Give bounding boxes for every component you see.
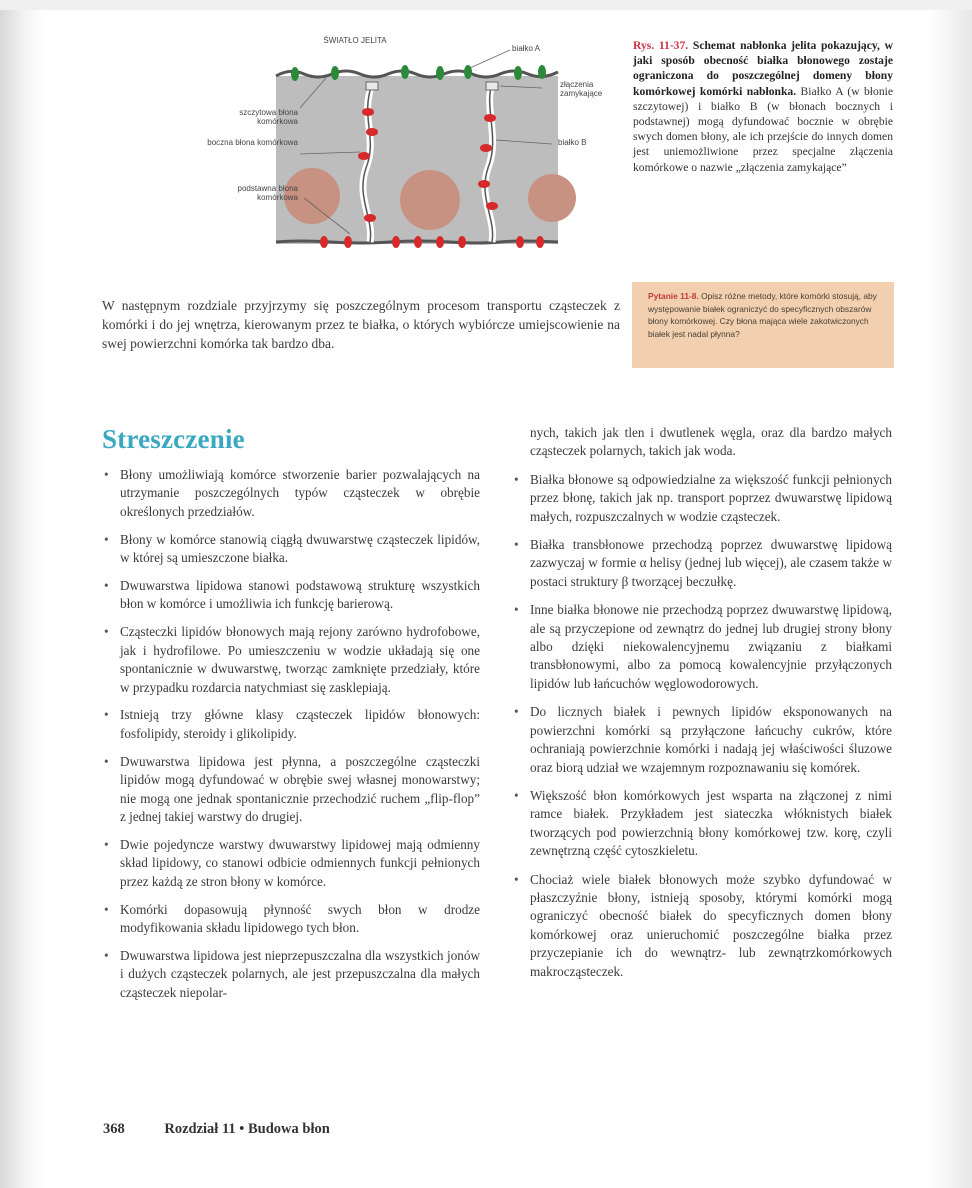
intro-paragraph: W następnym rozdziale przyjrzymy się poszczególnym procesom transportu cząsteczek z komórki i do jej wnętrza, kierowanym przez te białka, o których wybiórcze umiejscowienie na swej powierzchni komórka tak bardzo dba.	[102, 298, 620, 351]
protein-b	[516, 236, 524, 248]
list-item: • Błony umożliwiają komórce stworzenie barier pozwalających na utrzymanie poszczególnych typów cząsteczek w obrębie określonych przedziałów.	[100, 466, 480, 521]
continuation-text: nych, takich jak tlen i dwutlenek węgla, oraz dla bardzo małych cząsteczek polarnych, takich jak woda.	[530, 425, 892, 459]
summary-right-list	[510, 471, 892, 981]
protein-a	[514, 66, 522, 80]
figure-label-protein-a: białko A	[512, 44, 541, 53]
protein-b	[536, 236, 544, 248]
caption-number: Rys. 11-37.	[633, 39, 689, 52]
protein-a	[401, 65, 409, 79]
summary-left-list	[100, 466, 480, 1002]
tight-junction	[486, 82, 498, 90]
list-item: • Dwuwarstwa lipidowa jest płynna, a poszczególne cząsteczki lipidów mogą dyfundować w obrębie swej własnej monowarstwy; nie mogą one jednak spontanicznie przechodzić ruchem „flip-flop” z jednej takiej warstwy do drugiej.	[100, 753, 480, 827]
epithelium-figure	[200, 28, 630, 258]
figure-label-top: ŚWIATŁO JELITA	[323, 36, 387, 45]
figure-label-lateral: boczna błona komórkowa	[207, 138, 298, 147]
protein-b	[366, 128, 378, 136]
protein-b	[486, 202, 498, 210]
summary-right-column	[510, 424, 892, 981]
list-item: • Dwuwarstwa lipidowa jest nieprzepuszczalna dla wszystkich jonów i dużych cząsteczek polarnych, ale jest przepuszczalna dla małych cząsteczek niepolar-	[100, 947, 480, 1002]
protein-b	[362, 108, 374, 116]
page-number: 368	[103, 1121, 125, 1137]
list-item: • Komórki dopasowują płynność swych błon w drodze modyfikowania składu lipidowego tych błon.	[100, 901, 480, 938]
protein-a	[331, 66, 339, 80]
protein-b	[436, 236, 444, 248]
protein-b	[458, 236, 466, 248]
list-item: • Białka transbłonowe przechodzą poprzez dwuwarstwę lipidową zazwyczaj w formie α helisy (jednej lub więcej), ale czasem także w postaci struktury β tworzącej beczułkę.	[510, 536, 892, 591]
question-text: Opisz różne metody, które komórki stosują, aby występowanie białek ograniczyć do specyficznych obszarów błony komórkowej. Czy błona mająca wiele zakotwiczonych białek jest nadal płynna?	[648, 291, 877, 339]
figure-label-junction: złączenia zamykające	[560, 80, 603, 98]
summary-title: Streszczenie	[102, 424, 245, 454]
list-item: • Inne białka błonowe nie przechodzą poprzez dwuwarstwę lipidową, ale są przyczepione od zewnątrz do jednej lub drugiej strony błony albo dzięki niekowalencyjnemu związaniu z białkami transbłonowymi, albo za pomocą kowalencyjnie przyłączonych lipidów lub łańcuchów węglowodorowych.	[510, 601, 892, 693]
list-item: • Cząsteczki lipidów błonowych mają rejony zarówno hydrofobowe, jak i hydrofilowe. Po umieszczeniu w wodzie układają się one spontanicznie w dwuwarstwę, tworząc zamknięte przedziały, które w przypadku rozdarcia natychmiast się zasklepiają.	[100, 623, 480, 697]
protein-b	[320, 236, 328, 248]
protein-a	[464, 65, 472, 79]
question-box	[632, 282, 894, 368]
figure-label-basal: podstawna błona komórkowa	[237, 184, 298, 202]
list-item: • Białka błonowe są odpowiedzialne za większość funkcji pełnionych przez błonę, takich jak np. transport poprzez dwuwarstwę lipidową małych, rozpuszczalnych w wodzie cząsteczek.	[510, 471, 892, 526]
summary-left-column	[100, 466, 480, 1012]
protein-b	[358, 152, 370, 160]
protein-b	[344, 236, 352, 248]
tight-junction	[366, 82, 378, 90]
list-item: • Chociaż wiele białek błonowych może szybko dyfundować w płaszczyźnie błony, istnieją sposoby, którymi komórki mogą ograniczyć obecność białek do specyficznych domen błony komórkowej oraz unieruchomić poszczególne białka przez przyczepianie ich do wewnątrz- lub zewnątrzkomórkowych makrocząsteczek.	[510, 871, 892, 981]
list-item: • Do licznych białek i pewnych lipidów eksponowanych na powierzchni komórki są przyłączone łańcuchy cukrów, które ochraniają powierzchnie komórki i nadają jej właściwości śluzowe oraz biorą udział we wzajemnym rozpoznawaniu się komórek.	[510, 703, 892, 777]
protein-b	[364, 214, 376, 222]
caption-text: Białko A (w błonie szczytowej) i białko B (w błonach bocznych i podstawnej) mogą dyfundować bocznie w obrębie swych domen błony, ale ich przejście do innych domen jest uniemożliwione przez specjalne złączenia komórkowe o nazwie „złączenia zamykające”	[633, 84, 893, 174]
list-item: • Dwie pojedyncze warstwy dwuwarstwy lipidowej mają odmienny skład lipidowy, co stanowi odbicie odmiennych funkcji pełnionych przez każdą ze stron błony w komórce.	[100, 836, 480, 891]
nucleus	[400, 170, 460, 230]
list-item: • Błony w komórce stanowią ciągłą dwuwarstwę cząsteczek lipidów, w której są umieszczone białka.	[100, 531, 480, 568]
protein-a	[291, 67, 299, 81]
figure-label-protein-b: białko B	[558, 138, 587, 147]
scan-right-edge	[926, 0, 972, 1188]
protein-b	[414, 236, 422, 248]
list-item: • Dwuwarstwa lipidowa stanowi podstawową strukturę wszystkich błon w komórce i umożliwia ich funkcję barierową.	[100, 577, 480, 614]
scan-left-edge	[0, 0, 44, 1188]
nucleus	[528, 174, 576, 222]
page-footer	[103, 1121, 330, 1138]
question-label: Pytanie 11-8.	[648, 291, 699, 301]
figure-label-apical: szczytowa błona komórkowa	[239, 108, 298, 126]
protein-a	[538, 65, 546, 79]
figure-caption	[633, 38, 893, 175]
list-item: • Większość błon komórkowych jest wsparta na złączonej z nimi ramce białek. Przykładem jest siateczka włóknistych białek tworzących pod powierzchnią błony komórkowej tzw. korę, czyli zewnętrzną część cytoszkieletu.	[510, 787, 892, 861]
caption-title: Schemat nabłonka jelita pokazujący, w jaki sposób obecność białka błonowego zostaje ograniczona do poszczególnej domeny błony komórkowej komórki nabłonka.	[633, 39, 893, 98]
protein-a	[436, 66, 444, 80]
scan-top-edge	[0, 0, 972, 10]
protein-b	[480, 144, 492, 152]
protein-b	[484, 114, 496, 122]
chapter-title: Rozdział 11 • Budowa błon	[164, 1121, 330, 1137]
protein-b	[392, 236, 400, 248]
list-item: • Istnieją trzy główne klasy cząsteczek lipidów błonowych: fosfolipidy, steroidy i glikolipidy.	[100, 706, 480, 743]
protein-b	[478, 180, 490, 188]
